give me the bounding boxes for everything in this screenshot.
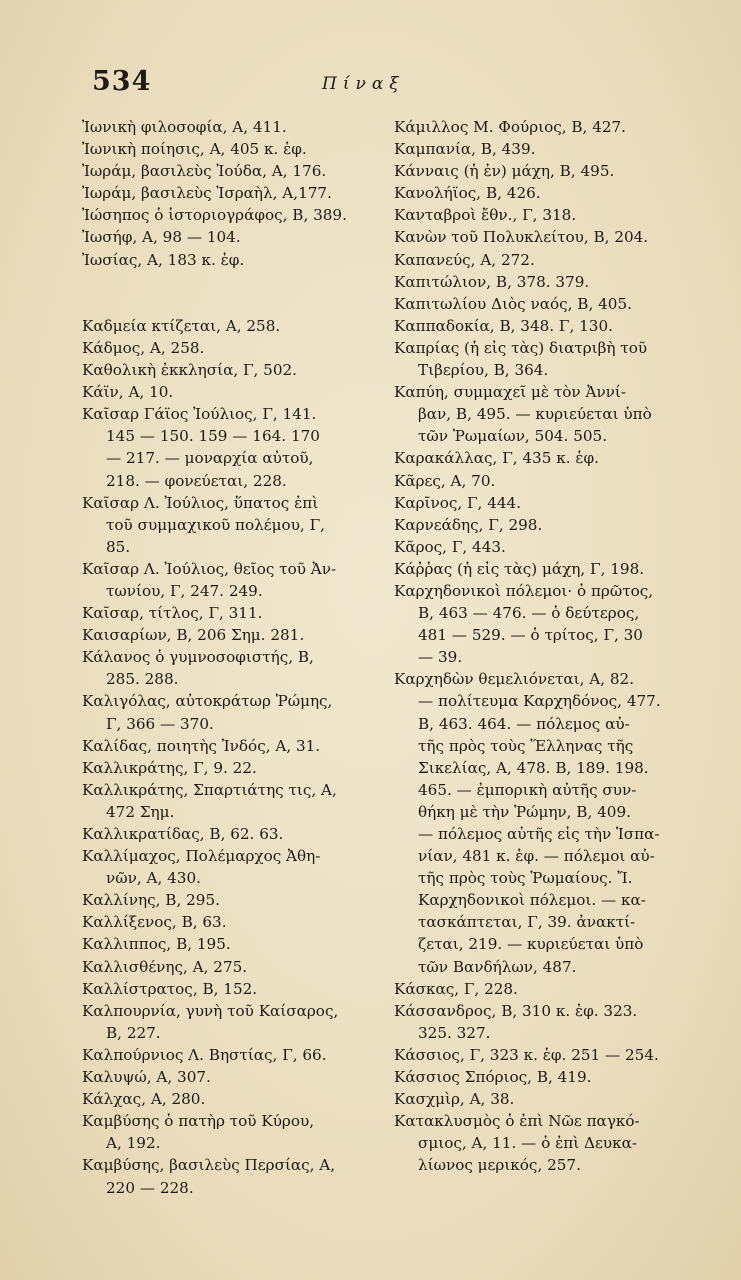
- index-entry-line: — 39.: [418, 648, 463, 667]
- index-entry-line: Κάσσιος Σπόριος, Β, 419.: [394, 1068, 592, 1087]
- index-entry-line: 285. 288.: [106, 670, 179, 689]
- index-entry-line: νίαν, 481 κ. ἑφ. — πόλεμοι αὐ-: [418, 847, 655, 866]
- index-entry-line: Κᾶρος, Γ, 443.: [394, 537, 506, 556]
- index-entry-line: τωνίου, Γ, 247. 249.: [106, 581, 263, 600]
- index-entry-line: Γ, 366 — 370.: [106, 714, 214, 733]
- index-entry-line: Καλλικράτης, Γ, 9. 22.: [82, 758, 257, 777]
- index-entry-line: Καλίδας, ποιητὴς Ἰνδός, Α, 31.: [82, 736, 321, 755]
- index-entry-line: 472 Σημ.: [106, 802, 175, 821]
- index-entry-line: Καλλικρατίδας, Β, 62. 63.: [82, 825, 284, 843]
- index-entry-line: Α, 192.: [106, 1134, 161, 1153]
- index-entry-line: Κατακλυσμὸς ὁ ἐπὶ Νῶε παγκό-: [394, 1112, 640, 1131]
- index-entry-line: τῶν Βανδήλων, 487.: [418, 957, 577, 976]
- index-entry-line: Καπιτώλιον, Β, 378. 379.: [394, 272, 590, 291]
- index-entry-line: Καλυψώ, Α, 307.: [82, 1068, 211, 1087]
- index-entry-line: Καλλίμαχος, Πολέμαρχος Ἀθη-: [82, 847, 321, 866]
- index-entry-line: 218. — φονεύεται, 228.: [106, 471, 287, 490]
- index-entry-line: Καλλισθένης, Α, 275.: [82, 957, 248, 976]
- index-entry-line: Καλπουρνία, γυνὴ τοῦ Καίσαρος,: [82, 1001, 339, 1020]
- index-entry-line: Καρακάλλας, Γ, 435 κ. ἑφ.: [394, 449, 599, 468]
- index-column-left: [82, 116, 394, 1199]
- index-entry-line: Κάϊν, Α, 10.: [82, 383, 174, 402]
- index-entry-line: ζεται, 219. — κυριεύεται ὑπὸ: [418, 935, 644, 954]
- index-entry-line: Ἰώσηπος ὁ ἱστοριογράφος, Β, 389.: [82, 206, 347, 225]
- index-entry-line: Καρνεάδης, Γ, 298.: [394, 515, 543, 534]
- index-entry-line: τασκάπτεται, Γ, 39. ἀνακτί-: [418, 913, 636, 932]
- index-entry-line: Καλλίστρατος, Β, 152.: [82, 979, 258, 998]
- index-entry-line: Β, 463 — 476. — ὁ δεύτερος,: [418, 604, 640, 623]
- index-entry-line: 85.: [106, 537, 131, 556]
- index-entry-line: Β, 227.: [106, 1023, 161, 1042]
- index-entry-line: Καππαδοκία, Β, 348. Γ, 130.: [394, 316, 613, 335]
- index-entry-line: Καρῖνος, Γ, 444.: [394, 493, 522, 512]
- index-entry-line: Κάσκας, Γ, 228.: [394, 979, 518, 998]
- page-number: 534: [92, 66, 152, 97]
- index-entry-line: Καρχηδὼν θεμελιόνεται, Α, 82.: [394, 670, 635, 689]
- index-entry-line: Καισαρίων, Β, 206 Σημ. 281.: [82, 626, 305, 645]
- index-entry-line: 145 — 150. 159 — 164. 170: [106, 427, 320, 446]
- index-entry-line: σμιος, Α, 11. — ὁ ἐπὶ Δευκα-: [418, 1134, 637, 1153]
- index-entry-line: Β, 463. 464. — πόλεμος αὐ-: [418, 714, 630, 733]
- index-entry-line: Κάσσιος, Γ, 323 κ. ἑφ. 251 — 254.: [394, 1045, 659, 1064]
- index-entry-line: Καῖσαρ, τίτλος, Γ, 311.: [82, 604, 263, 623]
- index-entry-line: 220 — 228.: [106, 1178, 194, 1197]
- index-entry-line: Καμπανία, Β, 439.: [394, 140, 536, 159]
- index-entry-line: Καλλίνης, Β, 295.: [82, 891, 220, 910]
- index-entry-line: θήκη μὲ τὴν Ῥώμην, Β, 409.: [418, 802, 631, 821]
- index-entry-line: λίωνος μερικός, 257.: [418, 1156, 581, 1175]
- index-entry-line: Τιβερίου, Β, 364.: [418, 361, 549, 380]
- index-entry-line: — 217. — μοναρχία αὐτοῦ,: [106, 449, 314, 468]
- index-entry-line: — πολίτευμα Καρχηδόνος, 477.: [418, 692, 661, 711]
- index-entry-line: Κάσσανδρος, Β, 310 κ. ἑφ. 323.: [394, 1001, 638, 1020]
- index-entry-line: Κᾶρες, Α, 70.: [394, 471, 496, 490]
- index-entry-line: Καδμεία κτίζεται, Α, 258.: [82, 316, 281, 335]
- index-entry-line: — πόλεμος αὐτῆς εἰς τὴν Ἱσπα-: [418, 825, 660, 843]
- index-entry-line: Ἰωνικὴ φιλοσοφία, Α, 411.: [82, 118, 287, 136]
- index-entry-line: Κάμιλλος Μ. Φούριος, Β, 427.: [394, 118, 627, 136]
- index-entry-line: Ἰωράμ, βασιλεὺς Ἰσραὴλ, Α,177.: [82, 184, 332, 203]
- index-entry-line: Καπύη, συμμαχεῖ μὲ τὸν Ἀννί-: [394, 383, 626, 402]
- index-entry-line: Καλπούρνιος Λ. Βηστίας, Γ, 66.: [82, 1045, 327, 1064]
- index-entry-line: 325. 327.: [418, 1023, 491, 1042]
- index-entry-line: Κανολήϊος, Β, 426.: [394, 184, 541, 203]
- index-entry-line: Κάδμος, Α, 258.: [82, 338, 205, 357]
- index-entry-line: Καμβύσης ὁ πατὴρ τοῦ Κύρου,: [82, 1112, 315, 1131]
- index-entry-line: Κανὼν τοῦ Πολυκλείτου, Β, 204.: [394, 228, 649, 247]
- index-entry-line: Σικελίας, Α, 478. Β, 189. 198.: [418, 758, 649, 777]
- index-entry-line: Καλλίξενος, Β, 63.: [82, 913, 227, 932]
- index-entry-line: τῆς πρὸς τοὺς Ἕλληνας τῆς: [418, 736, 634, 755]
- index-entry-line: νῶν, Α, 430.: [106, 869, 201, 888]
- index-entry-line: Ἰωράμ, βασιλεὺς Ἰούδα, Α, 176.: [82, 162, 327, 181]
- index-entry-line: 481 — 529. — ὁ τρίτος, Γ, 30: [418, 626, 643, 645]
- index-entry-line: τῆς πρὸς τοὺς Ῥωμαίους. Ἴ.: [418, 869, 633, 888]
- index-entry-line: βαν, Β, 495. — κυριεύεται ὑπὸ: [418, 405, 652, 424]
- index-entry-line: Καῖσαρ Γάϊος Ἰούλιος, Γ, 141.: [82, 405, 317, 424]
- index-entry-line: Καλλιππος, Β, 195.: [82, 935, 231, 954]
- index-entry-line: Ἰωνικὴ ποίησις, Α, 405 κ. ἑφ.: [82, 140, 307, 159]
- index-entry-line: Καρχηδονικοὶ πόλεμοι. — κα-: [418, 891, 646, 910]
- index-entry-line: Κάλανος ὁ γυμνοσοφιστής, Β,: [82, 648, 314, 667]
- index-entry-line: Ἰωσίας, Α, 183 κ. ἑφ.: [82, 250, 245, 269]
- index-entry-line: Καμβύσης, βασιλεὺς Περσίας, Α,: [82, 1156, 336, 1175]
- index-entry-line: Κανταβροὶ ἔθν., Γ, 318.: [394, 206, 577, 225]
- running-title: Πίναξ: [322, 74, 405, 94]
- index-entry-line: Καλλικράτης, Σπαρτιάτης τις, Α,: [82, 780, 337, 799]
- index-entry-line: Κάνναις (ἡ ἐν) μάχη, Β, 495.: [394, 162, 615, 181]
- index-entry-line: Καθολικὴ ἐκκλησία, Γ, 502.: [82, 361, 297, 380]
- index-entry-line: Καπανεύς, Α, 272.: [394, 250, 535, 269]
- index-entry-line: Κάλχας, Α, 280.: [82, 1090, 206, 1109]
- index-entry-line: Καπιτωλίου Διὸς ναός, Β, 405.: [394, 294, 632, 313]
- index-entry-line: Καρχηδονικοὶ πόλεμοι· ὁ πρῶτος,: [394, 581, 654, 600]
- blank-line: [82, 271, 394, 293]
- page-header: [92, 66, 652, 106]
- index-entry-line: Κασχμὶρ, Α, 38.: [394, 1090, 515, 1109]
- index-entry-line: Ἰωσήφ, Α, 98 — 104.: [82, 228, 241, 247]
- blank-line: [82, 293, 394, 315]
- index-entry-line: τῶν Ῥωμαίων, 504. 505.: [418, 427, 608, 446]
- index-entry-line: Κάῤῥας (ἡ εἰς τὰς) μάχη, Γ, 198.: [394, 559, 645, 578]
- index-column-right: [394, 116, 694, 1177]
- index-entry-line: Καῖσαρ Λ. Ἰούλιος, θεῖος τοῦ Ἀν-: [82, 559, 337, 578]
- index-entry-line: τοῦ συμμαχικοῦ πολέμου, Γ,: [106, 515, 325, 534]
- index-entry-line: Καλιγόλας, αὐτοκράτωρ Ῥώμης,: [82, 692, 333, 711]
- index-entry-line: 465. — ἐμπορικὴ αὐτῆς συν-: [418, 780, 637, 799]
- index-entry-line: Καῖσαρ Λ. Ἰούλιος, ὕπατος ἐπὶ: [82, 493, 319, 512]
- index-entry-line: Καπρίας (ἡ εἰς τὰς) διατριβὴ τοῦ: [394, 338, 648, 357]
